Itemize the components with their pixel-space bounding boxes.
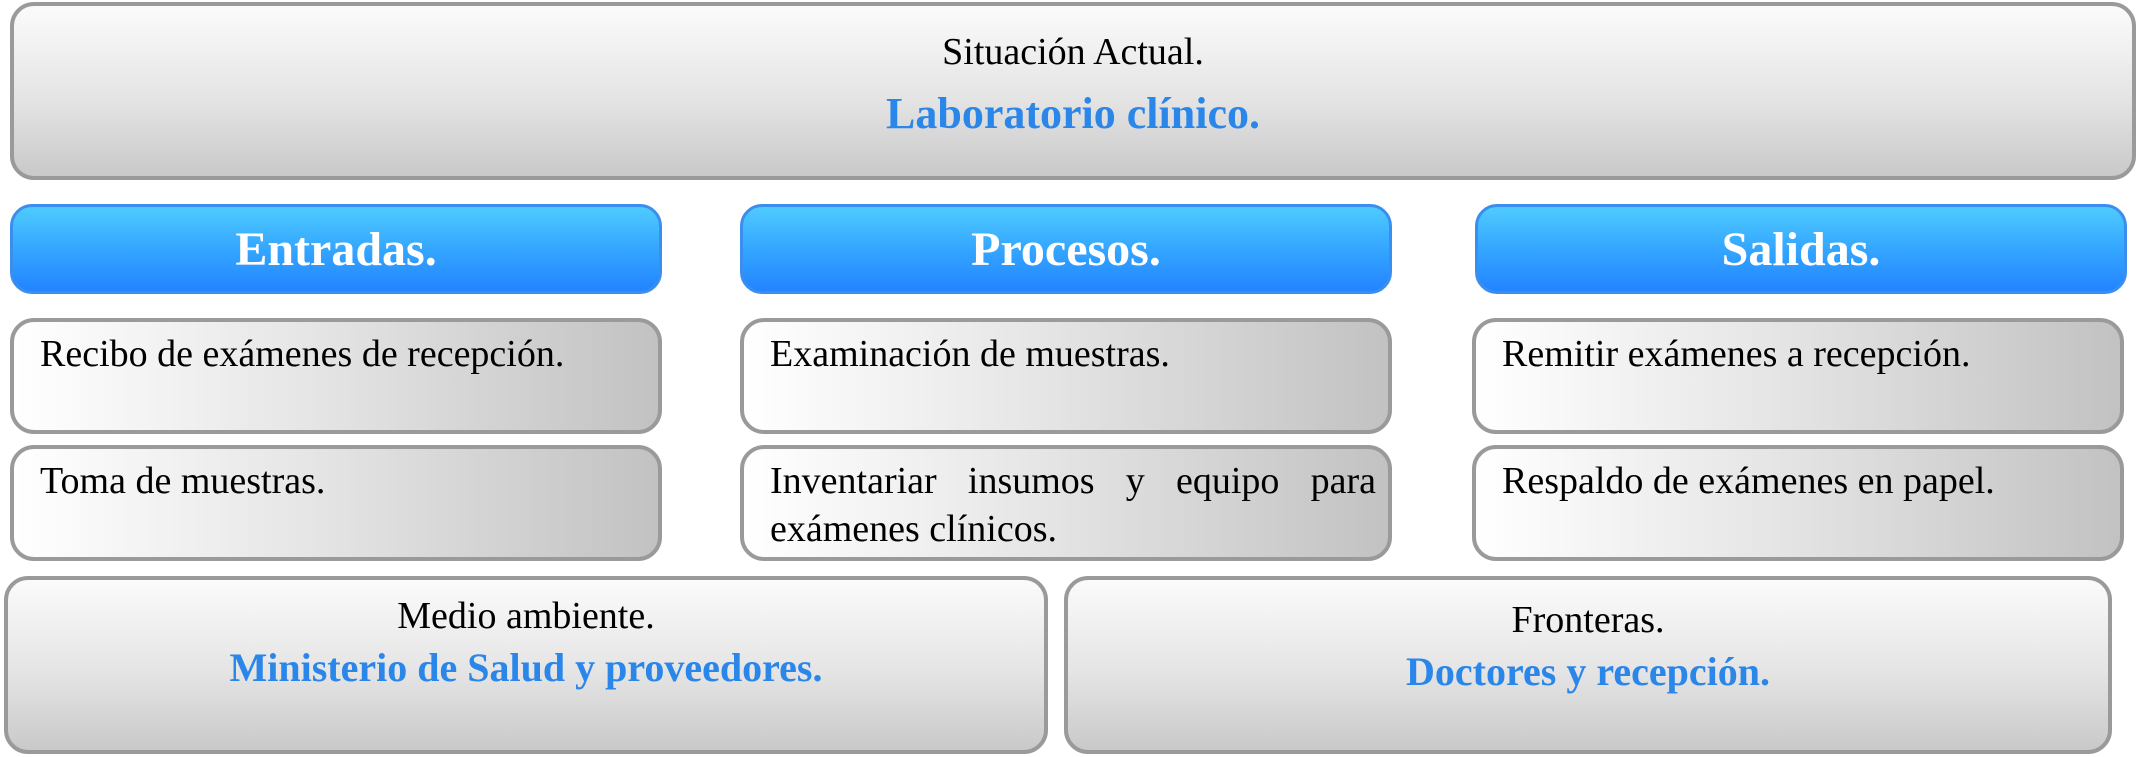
environment-title: Medio ambiente. (397, 595, 655, 637)
procesos-item-1 (740, 318, 1392, 434)
situation-box (10, 2, 2136, 180)
procesos-item-1-text: Examinación de muestras. (770, 333, 1170, 375)
entradas-item-1-text: Recibo de exámenes de recepción. (40, 333, 565, 375)
entradas-item-2-text: Toma de muestras. (40, 460, 326, 502)
salidas-item-1-text: Remitir exámenes a recepción. (1502, 333, 1971, 375)
boundaries-value: Doctores y recepción. (1406, 649, 1770, 694)
situation-title: Situación Actual. (942, 31, 1204, 73)
situation-subtitle: Laboratorio clínico. (886, 89, 1260, 138)
header-entradas: Entradas. (10, 204, 662, 294)
entradas-item-2 (10, 445, 662, 561)
entradas-item-1 (10, 318, 662, 434)
salidas-item-2-text: Respaldo de exámenes en papel. (1502, 460, 1995, 502)
boundaries-box (1064, 576, 2112, 754)
salidas-item-1 (1472, 318, 2124, 434)
procesos-item-2-text: Inventariar insumos y equipo para exámenes clínicos. (770, 460, 1376, 550)
salidas-item-2 (1472, 445, 2124, 561)
procesos-item-2 (740, 445, 1392, 561)
boundaries-title: Fronteras. (1511, 599, 1665, 641)
header-procesos: Procesos. (740, 204, 1392, 294)
environment-value: Ministerio de Salud y proveedores. (229, 645, 823, 690)
environment-box (4, 576, 1048, 754)
header-salidas: Salidas. (1475, 204, 2127, 294)
